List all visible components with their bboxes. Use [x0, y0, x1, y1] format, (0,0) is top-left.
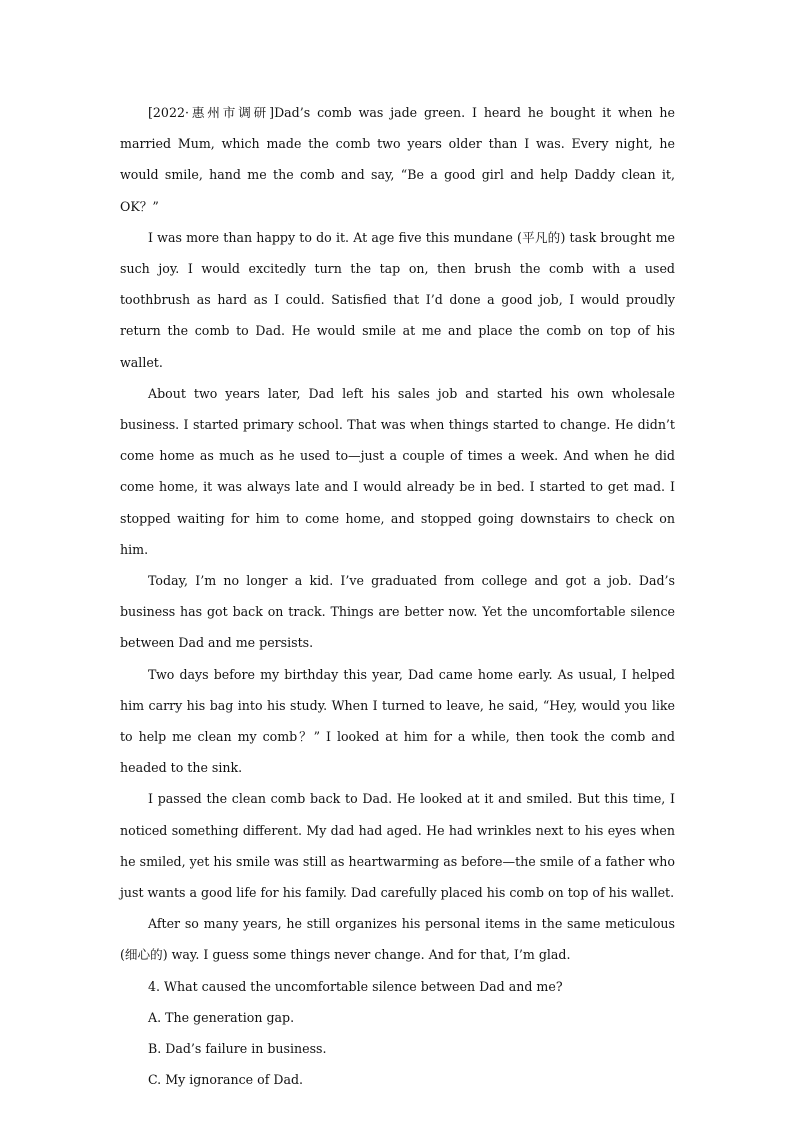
paragraph-1	[120, 97, 675, 222]
paragraph-1-text: Dad’s comb was jade green. I heard he bought it when he married Mum, which made the comb two years older than I was. Every night, he would smile, hand me the comb and say, “Be a good girl and help Daddy clean it, OK？”	[120, 105, 675, 214]
paragraph-3: About two years later, Dad left his sales job and started his own wholesale business. I started primary school. That was when things started to change. He didn’t come home as much as he used to—just a couple of times a week. And when he did come home, it was always late and I would already be in bed. I started to get mad. I stopped waiting for him to come home, and stopped going downstairs to check on him.	[120, 385, 675, 557]
paragraph-7: After so many years, he still organizes his personal items in the same meticulous (细心的) way. I guess some things never change. And for that, I’m glad.	[120, 916, 675, 963]
paragraph-2: I was more than happy to do it. At age five this mundane (平凡的) task brought me such joy. I would excitedly turn the tap on, then brush the comb with a used toothbrush as hard as I could. Satisfied that I’d done a good job, I would proudly return the comb to Dad. He would smile at me and place the comb on top of his wallet.	[120, 229, 675, 370]
option-a: A. The generation gap.	[148, 1009, 295, 1025]
paragraph-5: Two days before my birthday this year, Dad came home early. As usual, I helped him carry his bag into his study. When I turned to leave, he said, “Hey, would you like to help me clean my comb？” I looked at him for a while, then took the comb and headed to the sink.	[120, 666, 675, 776]
question-4: 4. What caused the uncomfortable silence between Dad and me?	[148, 978, 563, 994]
paragraph-4: Today, I’m no longer a kid. I’ve graduated from college and got a job. Dad’s business has got back on track. Things are better now. Yet the uncomfortable silence between Dad and me persists.	[120, 573, 675, 651]
option-b: B. Dad’s failure in business.	[148, 1041, 327, 1057]
paragraph-6: I passed the clean comb back to Dad. He looked at it and smiled. But this time, I noticed something different. My dad had aged. He had wrinkles next to his eyes when he smiled, yet his smile was still as heartwarming as before—the smile of a father who just wants a good life for his family. Dad carefully placed his comb on top of his wallet.	[120, 791, 675, 901]
source-tag: [2022·惠州市调研]	[148, 105, 275, 120]
document-page	[120, 97, 675, 1096]
option-c: C. My ignorance of Dad.	[148, 1072, 304, 1088]
